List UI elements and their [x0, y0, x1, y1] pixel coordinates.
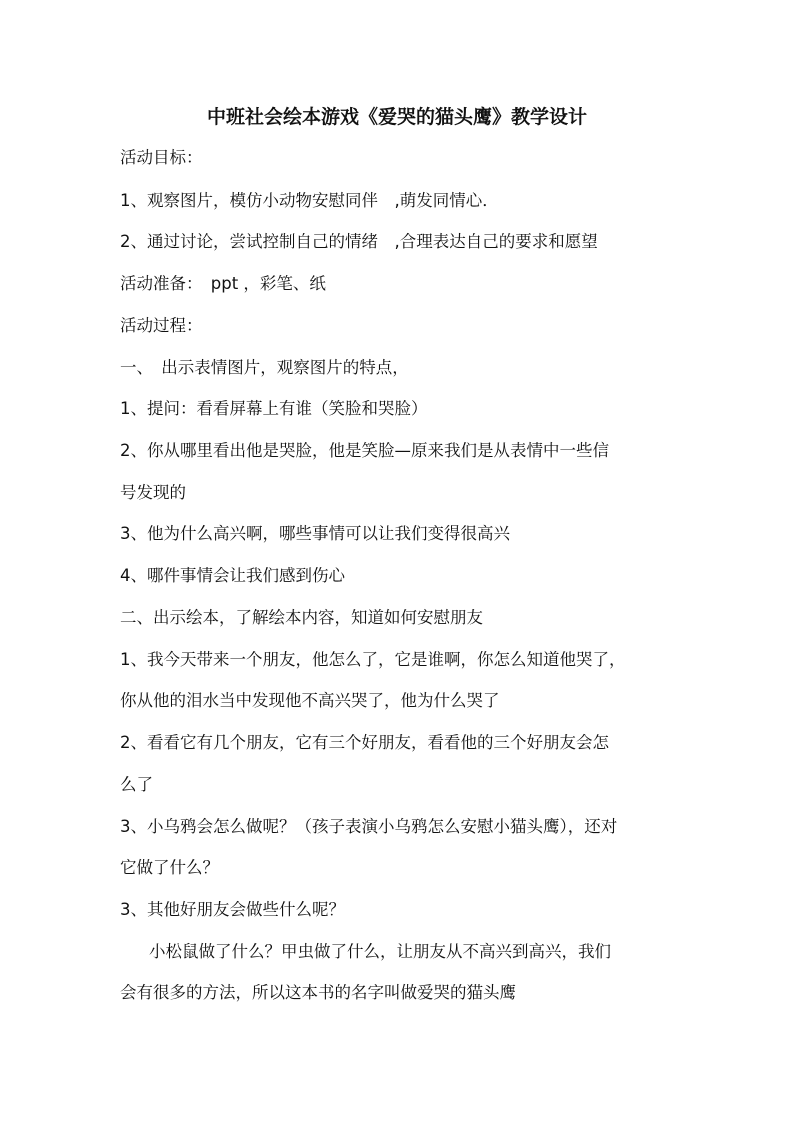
paragraph-line: 2、你从哪里看出他是哭脸，他是笑脸—原来我们是从表情中一些信	[120, 441, 609, 460]
paragraph-line: 1、提问：看看屏幕上有谁（笑脸和哭脸）	[120, 399, 428, 418]
paragraph-line: 么了	[120, 775, 153, 794]
paragraph-line: 3、其他好朋友会做些什么呢？	[120, 900, 345, 919]
paragraph-line: 1、我今天带来一个朋友，他怎么了，它是谁啊，你怎么知道他哭了，	[120, 650, 626, 669]
paragraph-line: 1、观察图片，模仿小动物安慰同伴 ,萌发同情心．	[120, 191, 499, 210]
paragraph-line: 小松鼠做了什么？甲虫做了什么，让朋友从不高兴到高兴，我们	[149, 942, 611, 961]
paragraph-line: 你从他的泪水当中发现他不高兴哭了，他为什么哭了	[120, 691, 500, 710]
section-heading-process: 活动过程：	[120, 316, 203, 335]
paragraph-line: 它做了什么？	[120, 858, 219, 877]
paragraph-line: 4、哪件事情会让我们感到伤心	[120, 566, 345, 585]
section-heading-preparation: 活动准备： ppt ，彩笔、纸	[120, 274, 326, 293]
paragraph-line: 二、出示绘本，了解绘本内容，知道如何安慰朋友	[120, 608, 483, 627]
paragraph-line: 3、小乌鸦会怎么做呢？（孩子表演小乌鸦怎么安慰小猫头鹰），还对	[120, 817, 618, 836]
paragraph-line: 号发现的	[120, 483, 186, 502]
paragraph-line: 2、看看它有几个朋友，它有三个好朋友，看看他的三个好朋友会怎	[120, 733, 609, 752]
paragraph-line: 2、通过讨论，尝试控制自己的情绪 ,合理表达自己的要求和愿望	[120, 232, 598, 251]
paragraph-line: 会有很多的方法，所以这本书的名字叫做爱哭的猫头鹰	[120, 983, 516, 1002]
section-heading-goals: 活动目标：	[120, 148, 203, 167]
paragraph-line: 3、他为什么高兴啊，哪些事情可以让我们变得很高兴	[120, 524, 510, 543]
paragraph-line: 一、 出示表情图片，观察图片的特点，	[120, 358, 409, 377]
document-title: 中班社会绘本游戏《爱哭的猫头鹰》教学设计	[206, 106, 587, 128]
